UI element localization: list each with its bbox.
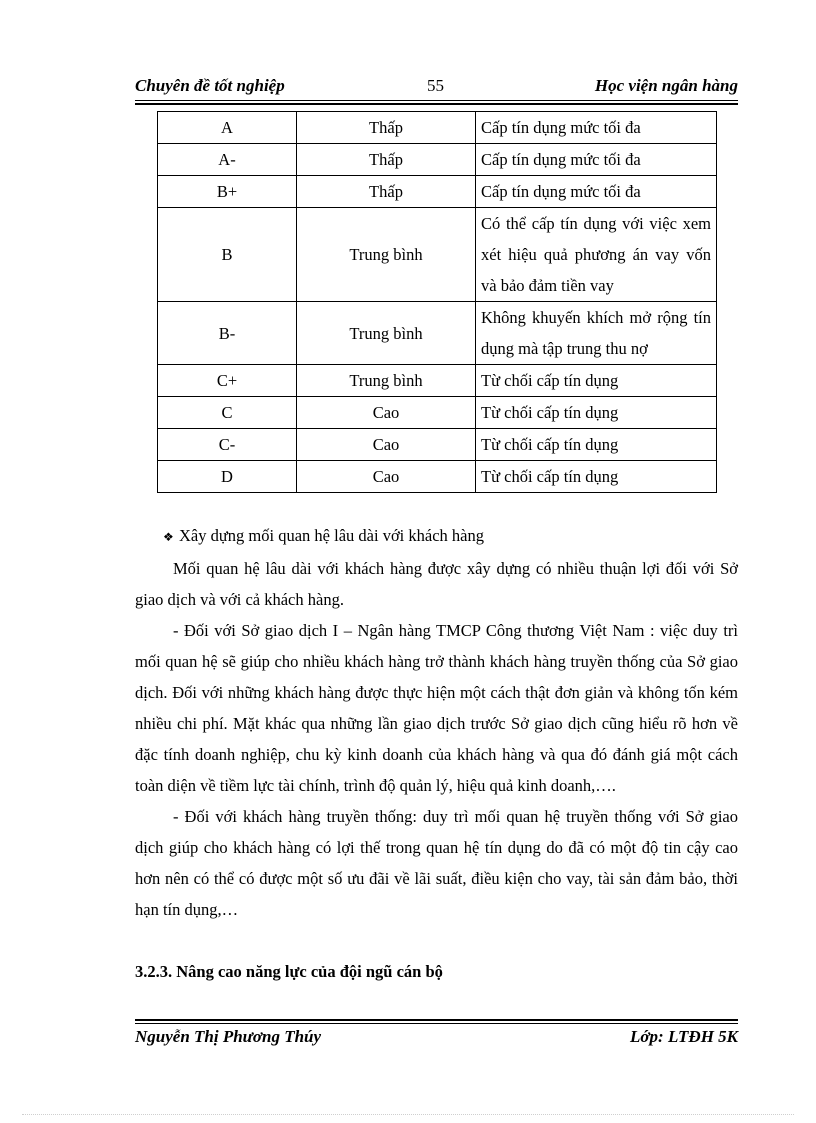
header-rule-thin — [135, 100, 738, 101]
grade-cell: C- — [158, 429, 297, 461]
page-number: 55 — [427, 76, 444, 95]
section-heading: 3.2.3. Nâng cao năng lực của đội ngũ cán bộ — [135, 962, 443, 981]
risk-cell: Cao — [297, 461, 476, 493]
risk-cell: Thấp — [297, 176, 476, 208]
page-footer — [135, 1027, 738, 1049]
table-row — [158, 461, 717, 493]
table-row — [158, 176, 717, 208]
risk-cell: Cao — [297, 397, 476, 429]
policy-cell: Từ chối cấp tín dụng — [476, 461, 717, 493]
grade-cell: A — [158, 112, 297, 144]
policy-cell: Từ chối cấp tín dụng — [476, 397, 717, 429]
risk-cell: Trung bình — [297, 365, 476, 397]
table-row — [158, 365, 717, 397]
header-rule-thick — [135, 103, 738, 105]
body-text — [135, 520, 738, 925]
grade-cell: B — [158, 208, 297, 302]
bullet-heading — [135, 520, 738, 553]
paragraph: - Đối với Sở giao dịch I – Ngân hàng TMCP Công thương Việt Nam : việc duy trì mối quan hệ sẽ giúp cho nhiều khách hàng trở thành khách hàng truyền thống của Sở giao dịch. Đối với những khách hàng được thực hiện một cách thật đơn giản và không tốn kém nhiều chi phí. Mặt khác qua những lần giao dịch trước Sở giao dịch cũng hiểu rõ hơn về đặc tính doanh nghiệp, chu kỳ kinh doanh của khách hàng và qua đó đánh giá một cách toàn diện về tiềm lực tài chính, trình độ quản lý, hiệu quả kinh doanh,…. — [135, 621, 738, 795]
header-document-title: Chuyên đề tốt nghiệp — [135, 76, 285, 95]
footer-rule-thin — [135, 1023, 738, 1024]
table-row — [158, 302, 717, 365]
bullet-heading-text: Xây dựng mối quan hệ lâu dài với khách hàng — [179, 526, 484, 545]
policy-cell: Từ chối cấp tín dụng — [476, 429, 717, 461]
table-row — [158, 144, 717, 176]
policy-cell: Cấp tín dụng mức tối đa — [476, 176, 717, 208]
risk-cell: Thấp — [297, 112, 476, 144]
page-edge-divider — [22, 1114, 794, 1115]
credit-rating-table — [157, 111, 717, 493]
risk-cell: Trung bình — [297, 302, 476, 365]
table-row — [158, 112, 717, 144]
grade-cell: A- — [158, 144, 297, 176]
table-row — [158, 429, 717, 461]
table-row — [158, 208, 717, 302]
policy-cell: Có thể cấp tín dụng với việc xem xét hiệu quả phương án vay vốn và bảo đảm tiền vay — [476, 208, 717, 302]
page-header — [135, 76, 738, 98]
grade-cell: C+ — [158, 365, 297, 397]
risk-cell: Cao — [297, 429, 476, 461]
paragraph: Mối quan hệ lâu dài với khách hàng được xây dựng có nhiều thuận lợi đối với Sở giao dịch và với cả khách hàng. — [135, 559, 738, 609]
grade-cell: D — [158, 461, 297, 493]
footer-class: Lớp: LTĐH 5K — [630, 1027, 738, 1046]
diamond-bullet-icon: ❖ — [163, 530, 174, 544]
footer-rule-thick — [135, 1019, 738, 1021]
grade-cell: B+ — [158, 176, 297, 208]
header-institution: Học viện ngân hàng — [594, 76, 738, 95]
risk-cell: Thấp — [297, 144, 476, 176]
policy-cell: Không khuyến khích mở rộng tín dụng mà tập trung thu nợ — [476, 302, 717, 365]
paragraph: - Đối với khách hàng truyền thống: duy trì mối quan hệ truyền thống với Sở giao dịch giúp cho khách hàng có lợi thế trong quan hệ tín dụng do đã có một độ tin cậy cao hơn nên có thể có được một số ưu đãi về lãi suất, điều kiện cho vay, tài sản đảm bảo, thời hạn tín dụng,… — [135, 807, 738, 919]
policy-cell: Cấp tín dụng mức tối đa — [476, 144, 717, 176]
risk-cell: Trung bình — [297, 208, 476, 302]
grade-cell: B- — [158, 302, 297, 365]
footer-author: Nguyễn Thị Phương Thúy — [135, 1027, 322, 1046]
grade-cell: C — [158, 397, 297, 429]
table-row — [158, 397, 717, 429]
policy-cell: Từ chối cấp tín dụng — [476, 365, 717, 397]
policy-cell: Cấp tín dụng mức tối đa — [476, 112, 717, 144]
